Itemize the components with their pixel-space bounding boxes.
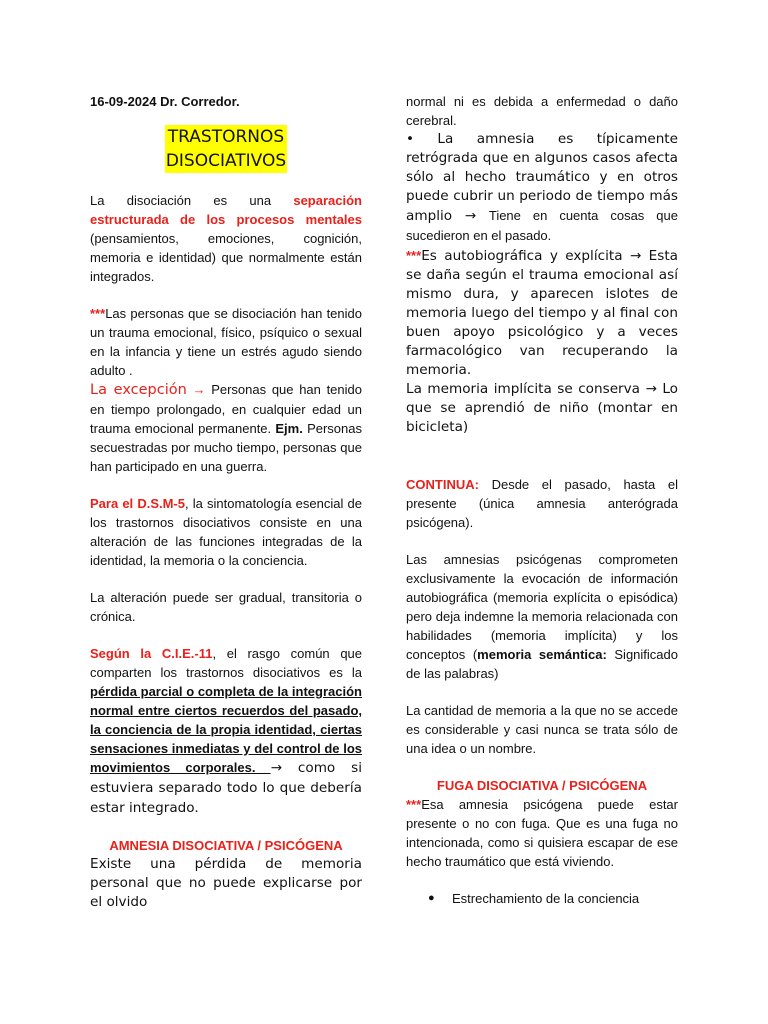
fugue-heading: FUGA DISOCIATIVA / PSICÓGENA — [436, 778, 648, 793]
fugue-paragraph: ***Esa amnesia psicógena puede estar presente o no con fuga. Que es una fuga no intencionada, como si quisiera escapar de ese hecho traumático que está viviendo. — [406, 797, 678, 869]
amnesia-paragraph: Existe una pérdida de memoria personal que no puede explicarse por el olvido — [90, 856, 362, 910]
psychogenic-amnesia-paragraph: Las amnesias psicógenas comprometen exclusivamente la evocación de información autobiográfica (memoria explícita o episódica) pero deja indemne la memoria relacionada con habilidades (memoria implícita) y los conceptos (memoria semántica: Significado de las palabras) — [406, 552, 678, 681]
title-line-2: DISOCIATIVOS — [165, 151, 287, 171]
bullet-list — [406, 889, 678, 908]
retrograde-paragraph: • La amnesia es típicamente retrógrada que en algunos casos afecta sólo al hecho traumático y en otros puede cubrir un periodo de tiempo más amplio → Tiene en cuenta cosas que sucedieron en el pasado. — [406, 131, 678, 243]
alteration-paragraph: La alteración puede ser gradual, transitoria o crónica. — [90, 590, 362, 624]
title-highlight — [165, 125, 287, 173]
page-title — [90, 125, 362, 173]
cie11-paragraph: Según la C.I.E.-11, el rasgo común que comparten los trastornos disociativos es la pérdida parcial o completa de la integración normal entre ciertos recuerdos del pasado, la conciencia de la propia identidad, ciertas sensaciones inmediatas y del control de los movimientos corporales. → como si estuviera separado todo lo que debería estar integrado. — [90, 646, 363, 816]
memory-quantity-paragraph: La cantidad de memoria a la que no se accede es considerable y casi nunca se trata sólo de una idea o un nombre. — [406, 703, 678, 756]
continuation-paragraph: normal ni es debida a enfermedad o daño cerebral. — [406, 94, 678, 128]
amnesia-heading: AMNESIA DISOCIATIVA / PSICÓGENA — [109, 838, 343, 853]
dsm5-paragraph: Para el D.S.M-5, la sintomatología esencial de los trastornos disociativos consiste en una alteración de las funciones integradas de la identidad, la memoria o la conciencia. — [90, 496, 362, 568]
definition-paragraph: La disociación es una separación estructurada de los procesos mentales (pensamientos, emociones, cognición, memoria e identidad) que normalmente están integrados. — [90, 193, 362, 284]
list-item: ● Estrechamiento de la conciencia — [406, 889, 678, 908]
left-column — [90, 92, 362, 912]
causes-paragraph: ***Las personas que se disociación han tenido un trauma emocional, físico, psíquico o sexual en la infancia y tiene un estrés agudo siendo adulto . — [90, 306, 362, 378]
autobiographical-paragraph: ***Es autobiográfica y explícita → Esta se daña según el trauma emocional así mismo dura, y aparecen islotes de memoria luego del tiempo y al final con buen apoyo psicológico y a veces farmacológico van recuperando la memoria. — [406, 248, 678, 378]
continua-paragraph: CONTINUA: Desde el pasado, hasta el presente (única amnesia anterógrada psicógena). — [406, 477, 678, 530]
implicit-memory-paragraph: La memoria implícita se conserva → Lo que se aprendió de niño (montar en bicicleta) — [406, 381, 678, 435]
title-line-1: TRASTORNOS — [167, 127, 285, 147]
exception-paragraph: La excepción → Personas que han tenido en tiempo prolongado, en cualquier edad un trauma emocional permanente. Ejm. Personas secuestradas por mucho tiempo, personas que han participado en una guerra. — [90, 382, 362, 474]
right-column — [406, 92, 678, 908]
date-author: 16-09-2024 Dr. Corredor. — [90, 94, 240, 109]
